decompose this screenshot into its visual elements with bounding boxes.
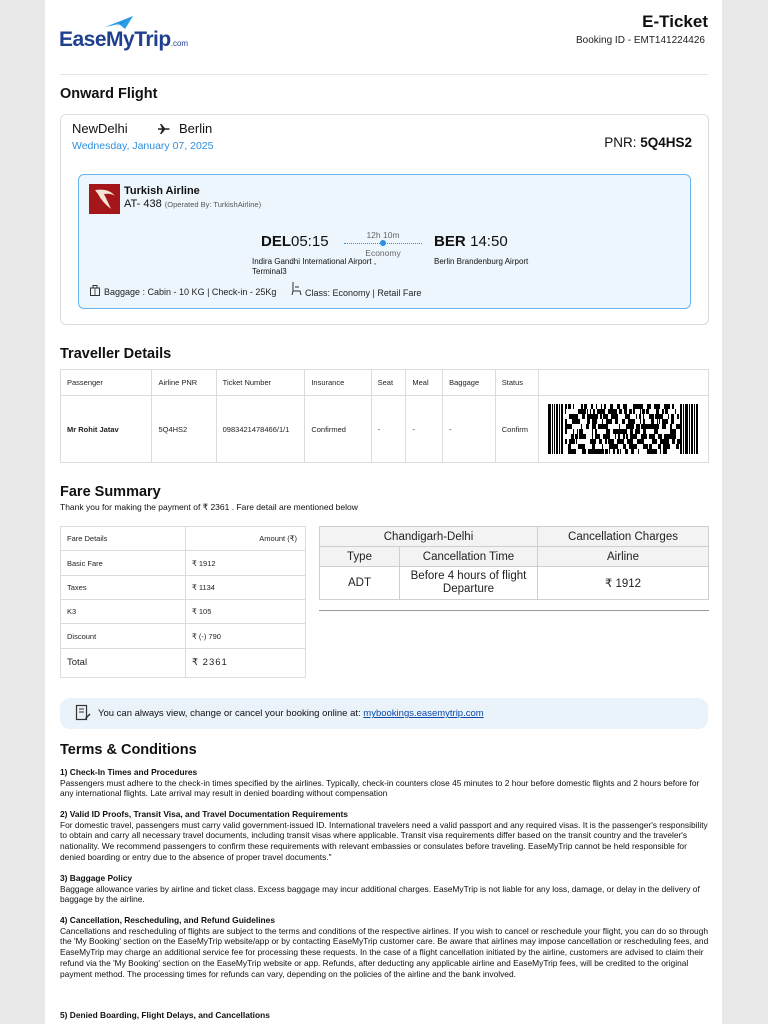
column-header: Status [495,370,538,396]
column-header: Baggage [443,370,496,396]
cancellation-charge: ₹ 1912 [538,567,709,600]
to-city: Berlin [179,121,213,136]
baggage: - [443,396,496,463]
flight-number [124,198,261,210]
cabin-class: Economy [365,248,401,258]
flight-number-value: AT- 438 [124,198,162,210]
arrival-time-value: 14:50 [470,233,508,250]
cancellation-time: Before 4 hours of flight Departure [400,567,538,600]
departure-time [261,233,329,251]
traveller-table [60,369,709,463]
fare-amount: ₹ (-) 790 [186,624,306,648]
cancellation-title: Cancellation Charges [538,527,709,547]
travel-date: Wednesday, January 07, 2025 [72,140,214,152]
airline-pnr: 5Q4HS2 [152,396,216,463]
terms-item-body: Baggage allowance varies by airline and ticket class. Excess baggage may incur additional charges. EaseMyTrip is not liable for any loss, damage, or delay in the delivery of baggage by the airline. [60,883,700,905]
terms-item [60,873,710,905]
seat: - [371,396,406,463]
insurance: Confirmed [305,396,371,463]
fare-label: Discount [61,624,186,648]
column-header: Passenger [61,370,152,396]
fare-amount: ₹ 1134 [186,575,306,599]
fare-label: Taxes [61,575,186,599]
fare-summary-heading: Fare Summary [60,484,161,500]
departure-time-value: 05:15 [291,233,329,250]
amount-header: Amount (₹) [186,527,306,551]
fare-label: K3 [61,600,186,624]
route-cell: Chandigarh-Delhi [320,527,538,547]
cancellation-row [320,567,709,600]
terms-item [60,915,710,979]
divider [60,74,708,75]
logo-text: EaseMyTrip [59,28,171,51]
total-label: Total [61,648,186,677]
fare-row [61,575,306,599]
terms-item-title: 3) Baggage Policy [60,873,133,883]
easemytrip-logo[interactable] [59,16,189,56]
column-header: Insurance [305,370,371,396]
booking-id-label: Booking ID - [576,35,634,46]
fare-label: Basic Fare [61,551,186,575]
terms-item-body: Cancellations and rescheduling of flights are subject to the terms and conditions of the respective airlines. If you wish to cancel or reschedule your flight, you can do so through the 'My Booking' section on the EaseMyTrip website/app or by contacting EaseMyTrip customer care. Be aware that airlines may impose cancellation or rescheduling fees, and EaseMyTrip may charge an additional service fee for processing these requests. In the case of a flight cancellation initiated by the airline, customers are advised to claim their refund via the 'My Booking' section on the EaseMyTrip website or app. Refunds, after deducting any applicable airline and EaseMyTrip fees, will be credited to the original payment method. The processing times for refunds can vary, depending on the policies of the airline and the bank involved. [60,925,709,979]
column-header: Airline PNR [152,370,216,396]
passenger-name: Mr Rohit Jatav [61,396,152,463]
notice-text [98,708,484,719]
cancellation-table [319,526,709,600]
fare-header-row [61,527,306,551]
cancellation-title-row [320,527,709,547]
baggage-info: Baggage : Cabin - 10 KG | Check-in - 25Kg [104,287,277,297]
traveller-details-heading: Traveller Details [60,346,172,362]
column-header: Meal [406,370,443,396]
terms-heading: Terms & Conditions [60,742,197,758]
status: Confirm [495,396,538,463]
operated-by: (Operated By: TurkishAirline) [164,200,262,209]
logo-suffix: .com [170,39,189,48]
fare-table [60,526,306,678]
column-header-empty [538,370,708,396]
fare-amount: ₹ 105 [186,600,306,624]
airline-name: Turkish Airline [124,185,200,197]
arrival-code: BER [434,233,466,250]
terms-item-title: 2) Valid ID Proofs, Transit Visa, and Travel Documentation Requirements [60,809,348,819]
terms-item [60,1010,710,1021]
column-header: Seat [371,370,406,396]
from-city: NewDelhi [72,121,128,136]
arrival-time [434,233,508,251]
airplane-icon [157,123,171,135]
fare-row [61,600,306,624]
pnr [604,135,692,150]
fare-row [61,624,306,648]
airline-bird-icon [89,184,120,214]
booking-id [576,35,705,46]
barcode-image [548,404,698,454]
fare-row [61,551,306,575]
ticket-number: 0983421478466/1/1 [216,396,305,463]
pnr-value: 5Q4HS2 [640,135,692,150]
document-edit-icon [75,704,91,722]
terms-item-title: 4) Cancellation, Rescheduling, and Refund Guidelines [60,915,275,925]
airline-header: Airline [538,547,709,567]
meal: - [406,396,443,463]
notice-message: You can always view, change or cancel your booking online at: [98,708,364,719]
table-header-row [61,370,709,396]
payment-note: Thank you for making the payment of ₹ 2361 . Fare detail are mentioned below [60,502,358,512]
seat-icon [290,281,303,296]
table-underline [319,610,709,611]
terms-item [60,767,710,799]
eticket-page [45,0,722,1024]
total-amount: ₹ 2361 [186,648,306,677]
pnr-label: PNR: [604,135,641,150]
booking-id-value: EMT141224426 [633,35,705,46]
barcode-cell [538,396,708,463]
fare-amount: ₹ 1912 [186,551,306,575]
mybookings-link[interactable]: mybookings.easemytrip.com [363,708,484,719]
terms-item-body: For domestic travel, passengers must carry valid government-issued ID. International travelers need a valid passport and any required visas. It is the passenger's responsibility to obtain and carry all necessary travel documents, including transit visas where applicable. Transit visa requirements differ based on the transit country and the traveler's nationality. We recommend passengers to confirm these requirements with relevant embassies or consulates before traveling. EaseMyTrip cannot be held responsible for denied boarding or entry due to the absence of proper travel documents." [60,819,708,862]
passenger-type: ADT [320,567,400,600]
cancellation-time-header: Cancellation Time [400,547,538,567]
table-row [61,396,709,463]
terms-item-title: 1) Check-In Times and Procedures [60,767,198,777]
terms-item [60,809,710,863]
terms-item-title: 5) Denied Boarding, Flight Delays, and Cancellations [60,1010,270,1020]
onward-flight-heading: Onward Flight [60,86,158,102]
flight-duration: 12h 10m [366,230,400,240]
type-header: Type [320,547,400,567]
column-header: Ticket Number [216,370,305,396]
fare-total-row [61,648,306,677]
fare-details-header: Fare Details [61,527,186,551]
cancellation-header-row [320,547,709,567]
turkish-airline-logo [89,184,120,214]
page-title: E-Ticket [642,12,708,31]
class-info: Class: Economy | Retail Fare [305,288,422,298]
arrival-airport: Berlin Brandenburg Airport [434,257,529,266]
terms-item-body: Passengers must adhere to the check-in times specified by the airlines. Typically, check-in counters close 45 minutes to 2 hour before domestic flights and 2 hours before for any international flights. Late arrival may result in denied boarding without compensation [60,777,700,799]
departure-code: DEL [261,233,291,250]
departure-airport: Indira Gandhi International Airport , Terminal3 [252,257,377,276]
route-dot [380,240,386,246]
baggage-icon [89,284,101,297]
